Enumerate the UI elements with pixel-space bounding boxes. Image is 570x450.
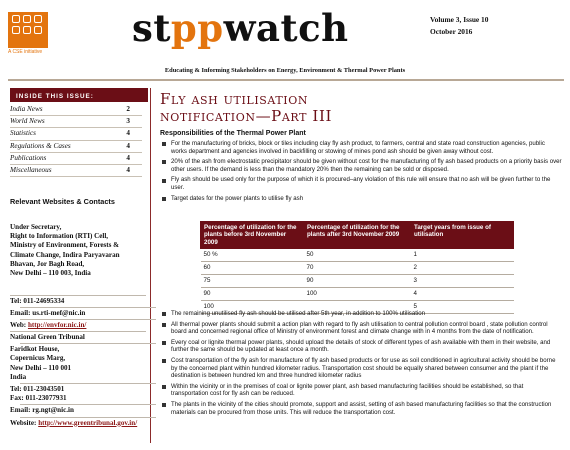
list-item: Fly ash should be used only for the purpose of which it is procured–any violation of this rule will ensure that no ash will be given further to the user. (160, 176, 562, 191)
article-title: Fly ash utilisation notification—Part III (160, 90, 332, 125)
contents-page: 3 (126, 117, 130, 126)
table-row: 100 5 (201, 300, 514, 313)
inside-issue-heading: INSIDE THIS ISSUE: (10, 88, 148, 102)
list-item: The remaining unutilised fly ash should be utilised after 5th year, in addition to 100% utilisation (160, 310, 562, 318)
list-item: Target dates for the power plants to utilise fly ash (160, 195, 562, 203)
table-header: Percentage of utilization for the plants after 3rd November 2009 (304, 222, 411, 249)
websites-heading: Relevant Websites & Contacts (10, 197, 115, 206)
section-subheading: Responsibilities of the Thermal Power Plant (160, 130, 306, 137)
phone-text: Tel: 011-23043501 (10, 385, 65, 394)
contact-divider (10, 331, 146, 332)
cse-logo (8, 12, 48, 48)
issue-info (430, 14, 488, 38)
list-item: All thermal power plants should submit a action plan with regard to fly ash utilisation to central pollution control board , state pollution control board and concerned regional office of Ministry of environment forest and climate change with in 4 months from the date of notification. (160, 321, 562, 336)
column-divider (150, 88, 151, 443)
contents-page: 4 (126, 129, 130, 138)
tagline: Educating & Informing Stakeholders on Energy, Environment & Thermal Power Plants (164, 67, 406, 74)
fax-text: Fax: 011-23077931 (10, 394, 67, 403)
table-row: 75 90 3 (201, 274, 514, 287)
responsibility-list (160, 140, 562, 205)
contents-item[interactable]: India News 2 (10, 104, 142, 116)
contents-item[interactable]: Publications 4 (10, 153, 142, 165)
contents-item[interactable]: Regulations & Cases 4 (10, 141, 142, 153)
contents-list (10, 104, 142, 177)
volume-label: Volume 3, Issue 10 (430, 15, 489, 24)
header-divider (8, 79, 564, 81)
list-item: The plants in the vicinity of the cities should promote, support and assist, setting of ash based manufacturing facilities so that the construction materials can be procured from those units. This will reduce the transportation cost. (160, 401, 562, 416)
table-row: 50 % 50 1 (201, 248, 514, 261)
logo-grid-icon (12, 15, 44, 41)
contact-ngt: National Green Tribunal Faridkot House, Copernicus Marg, New Delhi – 110 001 India Tel: 011-23043501 Fax: 011-23077931 Email: rg.ngt@nic.in Website: http://www.greentribunal.gov.in/ (10, 333, 144, 428)
table-row: 90 100 4 (201, 287, 514, 300)
list-item: Every coal or lignite thermal power plants, should upload the details of stock of different types of ash available with them in their website, and further the same should be updated at least once a month. (160, 339, 562, 354)
table-header: Target years from issue of utilisation (411, 222, 514, 249)
logo-caption: A CSE initiative (8, 49, 43, 55)
ngt-website-link[interactable]: http://www.greentribunal.gov.in/ (38, 418, 138, 427)
contact-rti: Under Secretary, Right to Information (RTI) Cell, Ministry of Environment, Forests & Climate Change, Indira Paryavaran Bhavan, Jor Bagh Road, New Delhi – 110 003, India (10, 223, 120, 278)
requirement-list (160, 310, 562, 419)
masthead-title: stppwatch (132, 6, 349, 50)
phone-text: Tel: 011-24695334 (10, 297, 65, 305)
email-text: Email: us.rti-mef@nic.in (10, 309, 86, 318)
contents-item[interactable]: World News 3 (10, 116, 142, 128)
contents-item[interactable]: Statistics 4 (10, 128, 142, 140)
table-header: Percentage of utilization for the plants before 3rd November 2009 (201, 222, 304, 249)
utilisation-target-table (200, 221, 514, 314)
contact-rti-details: Tel: 011-24695334 Email: us.rti-mef@nic.in Web: http://envfor.nic.in/ (10, 297, 144, 331)
contents-page: 4 (126, 165, 130, 174)
table-row: 60 70 2 (201, 261, 514, 274)
contents-page: 4 (126, 153, 130, 162)
list-item: For the manufacturing of bricks, block or tiles including clay fly ash product, to farmers, central and state road construction agencies, public works department and agencies involved in backfilling or stowing of mines pond ash should be given away without cost. (160, 140, 562, 155)
list-item: Within the vicinity or in the premises of coal or lignite power plant, ash based manufacturing facilities should be established, so that transportation cost for fly ash can be reduced. (160, 383, 562, 398)
contents-item[interactable]: Miscellaneous 4 (10, 165, 142, 177)
email-text: Email: rg.ngt@nic.in (10, 406, 74, 415)
moef-website-link[interactable]: http://envfor.nic.in/ (27, 321, 87, 330)
list-item: Cost transportation of the fly ash for manufacture of fly ash based products or for use as soil conditioned in agricultural activity should be borne by the concerned plant within hundred kilometer radius. Transportation cost should be equally shared between consumer and the plant if the destination is between hundred km and three hundred kilometer radius (160, 357, 562, 380)
masthead-oo-mark: pp (170, 6, 224, 50)
contents-page: 2 (126, 105, 130, 113)
contact-divider (10, 295, 146, 296)
contents-page: 4 (126, 141, 130, 150)
list-item: 20% of the ash from electrostatic precipitator should be given without cost for the manufacturing of fly ash based products on a priority basis over other users. If the demand is less than the mandatory 20% then the remaining can be sold or disposed. (160, 158, 562, 173)
issue-date: October 2016 (430, 27, 473, 36)
